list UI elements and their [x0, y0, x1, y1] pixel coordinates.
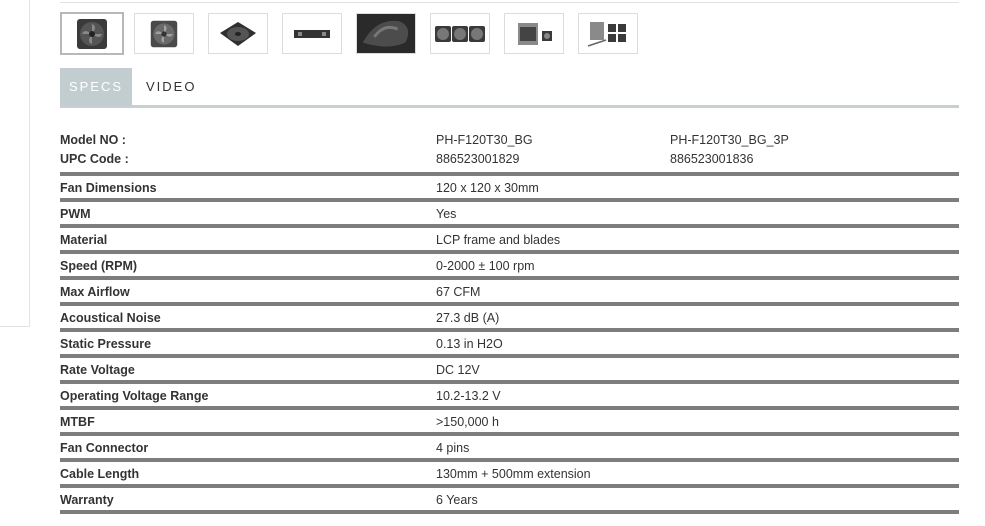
thumbnail-3[interactable]	[208, 13, 268, 54]
spec-label: Cable Length	[60, 467, 140, 481]
package-icon	[512, 19, 556, 49]
fan-triple-icon	[434, 23, 486, 45]
thumbnail-1[interactable]	[60, 12, 124, 55]
spec-label: Speed (RPM)	[60, 259, 138, 273]
spec-value: 130mm + 500mm extension	[436, 467, 591, 481]
left-panel-edge	[0, 0, 30, 327]
model-value-2: PH-F120T30_BG_3P	[670, 133, 789, 147]
spec-value: 0.13 in H2O	[436, 337, 503, 351]
tab-video[interactable]: VIDEO	[146, 79, 197, 94]
spec-label: Fan Dimensions	[60, 181, 157, 195]
upc-value-2: 886523001836	[670, 152, 754, 166]
fan-closeup-icon	[357, 13, 415, 54]
spec-label: Max Airflow	[60, 285, 130, 299]
spec-row	[60, 254, 959, 280]
spec-value: Yes	[436, 207, 457, 221]
spec-value: 6 Years	[436, 493, 478, 507]
spec-tabs	[60, 68, 959, 106]
spec-value: >150,000 h	[436, 415, 499, 429]
spec-label: PWM	[60, 207, 91, 221]
spec-label: Warranty	[60, 493, 114, 507]
thumbnail-6[interactable]	[430, 13, 490, 54]
spec-row	[60, 332, 959, 358]
upc-value-1: 886523001829	[436, 152, 520, 166]
model-value-1: PH-F120T30_BG	[436, 133, 533, 147]
spec-label: Fan Connector	[60, 441, 149, 455]
tab-specs[interactable]: SPECS	[60, 68, 132, 106]
spec-row	[60, 410, 959, 436]
spec-row	[60, 436, 959, 462]
fan-angle-icon	[216, 19, 260, 49]
spec-value: LCP frame and blades	[436, 233, 561, 247]
upc-label: UPC Code :	[60, 152, 129, 166]
thumbnail-5[interactable]	[356, 13, 416, 54]
spec-label: Rate Voltage	[60, 363, 135, 377]
top-divider	[60, 2, 959, 3]
spec-value: 4 pins	[436, 441, 470, 455]
spec-row	[60, 462, 959, 488]
spec-row	[60, 488, 959, 514]
fan-side-icon	[292, 27, 332, 41]
tab-underline	[60, 105, 959, 108]
fan-front-icon	[149, 19, 179, 49]
spec-row	[60, 280, 959, 306]
spec-row	[60, 228, 959, 254]
accessories-icon	[584, 18, 632, 50]
thumbnail-strip	[60, 13, 652, 55]
spec-label: Static Pressure	[60, 337, 152, 351]
spec-row	[60, 306, 959, 332]
thumbnail-8[interactable]	[578, 13, 638, 54]
spec-value: 10.2-13.2 V	[436, 389, 501, 403]
spec-label: Operating Voltage Range	[60, 389, 209, 403]
thumbnail-7[interactable]	[504, 13, 564, 54]
spec-label: MTBF	[60, 415, 95, 429]
specs-table	[60, 130, 959, 514]
model-label: Model NO :	[60, 133, 126, 147]
spec-row	[60, 384, 959, 410]
spec-value: 67 CFM	[436, 285, 481, 299]
spec-row	[60, 202, 959, 228]
spec-value: DC 12V	[436, 363, 480, 377]
model-row	[60, 130, 959, 151]
thumbnail-2[interactable]	[134, 13, 194, 54]
upc-row	[60, 151, 959, 176]
spec-label: Material	[60, 233, 108, 247]
spec-label: Acoustical Noise	[60, 311, 161, 325]
spec-value: 27.3 dB (A)	[436, 311, 500, 325]
fan-front-icon	[75, 17, 109, 51]
spec-value: 120 x 120 x 30mm	[436, 181, 539, 195]
spec-value: 0-2000 ± 100 rpm	[436, 259, 535, 273]
thumbnail-4[interactable]	[282, 13, 342, 54]
spec-row	[60, 358, 959, 384]
spec-row	[60, 176, 959, 202]
